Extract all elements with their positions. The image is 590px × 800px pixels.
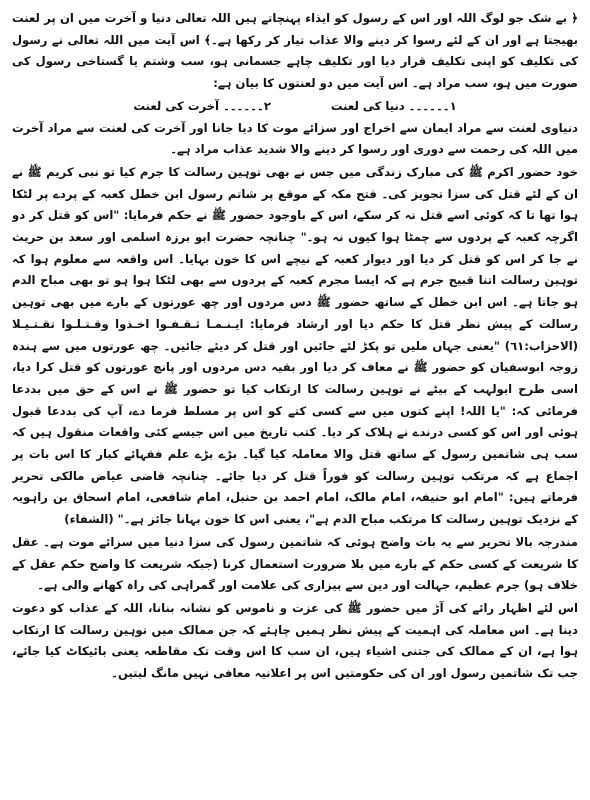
list-item-1-label: دنیا کی لعنت xyxy=(330,98,405,113)
paragraph-3: خود حضور اکرم ﷺ کی مبارک زندگی میں جس نے بھی توہین رسالت کا جرم کیا تو نبی کریم ﷺ نے ان کے لئے قتل کی سزا تجویز کی۔ فتح مکہ کے موقع پر شاتم رسول ابن خطل کعبہ کے پردے پر لٹکا ہوا تھا تا کہ کوئی اسے قتل نہ کر سکے، اس کے باوجود حضور ﷺ نے حکم فرمایا: "اس کو قتل کر دو اگرچہ کعبہ کے پردوں سے چمٹا ہوا کیوں نہ ہو۔" چنانچہ حضرت ابو برزہ اسلمی اور سعد بن حریث نے جا کر اس کو قتل کر دیا اور دیوار کعبہ کے نیچے اس کا خون بہایا۔ اس واقعہ سے معلوم ہوا کہ توہین رسالت اتنا قبیح جرم ہے کہ ایسا مجرم کعبہ کے پردوں سے بھی لٹکا ہوا ہو تو بھی مباح الدم ہو جاتا ہے۔ اس ابن خطل کے ساتھ حضور ﷺ دس مردوں اور چھ عورتوں کے بارے میں بھی توہین رسالت کے پیش نظر قتل کا حکم دیا اور ارشاد فرمایا: ایـنـمـا ثـقـفـوا اخـذوا وقـتـلـوا تقـتـيـلا (الاحزاب:٦١) "یعنی جہاں ملیں تو پکڑ لئے جائیں اور قتل کر دیئے جائیں۔ چھ عورتوں میں سے ہندہ زوجہ ابوسفیان کو حضور ﷺ نے معاف کر دیا اور بقیہ دس مردوں اور پانچ عورتوں کو قتل کرا دیا، اسی طرح ابولہب کے بیٹے نے توہین رسالت کا ارتکاب کیا تو حضور ﷺ نے اس کے حق میں بددعا فرمائی کہ: "یا اللہ! اپنے کتوں میں سے کسی کتے کو اس پر مسلط فرما دے، آپ کی بددعا قبول ہوئی اور اس کو کسی درندے نے ہلاک کر دیا۔ کتب تاریخ میں اس جیسے کئی واقعات منقول ہیں کہ سب ہی شاتمین رسول کے ساتھ قتل والا معاملہ کیا گیا۔ بڑے بڑے علم فقہائے کبار کا اس بات پر اجماع ہے کہ مرتکب توہین رسالت کو فوراً قتل کر دیا جائے۔ چنانچہ قاضی عیاض مالکی تحریر فرماتے ہیں: "امام ابو حنیفہ، امام مالک، امام احمد بن حنبل، امام شافعی، امام اسحاق بن راہویہ کے نزدیک توہین رسالت کا مرتکب مباح الدم ہے"، یعنی اس کا خون بہانا جائز ہے۔" (الشفاء) xyxy=(12,164,578,527)
list-item-2-label: آخرت کی لعنت xyxy=(133,98,220,113)
list-item-1 xyxy=(331,96,457,118)
list-of-curses xyxy=(12,96,578,118)
list-item-2-number: ٢۔۔۔۔۔۔ xyxy=(223,98,271,113)
list-item-1-number: ١۔۔۔۔۔۔ xyxy=(408,98,457,113)
paragraph-4: مندرجہ بالا تحریر سے یہ بات واضح ہوئی کہ شاتمین رسول کی سزا دنیا میں سزائے موت ہے۔ عقل کا شریعت کے کسی حکم کے بارے میں بلا ضرورت استعمال کرنا (جبکہ شریعت کا واضح حکم عقل کے خلاف ہو) جرم عظیم، جہالت اور دین سے بیزاری کی علامت اور گمراہی کی راہ کھانے والی ہے۔ xyxy=(12,534,578,593)
list-item-2 xyxy=(133,96,271,118)
paragraph-2: دنیاوی لعنت سے مراد ایمان سے اخراج اور سزائے موت کا دیا جانا اور آخرت کی لعنت سے مراد آخرت میں اللہ کی رحمت سے دوری اور رسوا کر دینے والا شدید عذاب مراد ہے۔ xyxy=(12,120,578,157)
document-page xyxy=(12,8,578,794)
paragraph-1: ﴿ بے شک جو لوگ اللہ اور اس کے رسول کو ایذاء پہنچاتے ہیں اللہ تعالی دنیا و آخرت میں ان پر لعنت بھیجتا ہے اور ان کے لئے رسوا کر دینے والا عذاب تیار کر رکھا ہے۔﴾ اس آیت میں اللہ تعالی نے رسول کی تکلیف کو اپنی تکلیف قرار دیا اور تکلیف چاہے جسمانی ہو، سب وشتم یا گستاخی رسول کی صورت میں ہو، سب مراد ہے۔ اس آیت میں دو لعنتوں کا بیان ہے: xyxy=(12,11,578,91)
paragraph-5: اس لئے اظہار رائے کی آڑ میں حضور ﷺ کی عزت و ناموس کو نشانہ بنانا، اللہ کے عذاب کو دعوت دینا ہے۔ اس معاملہ کی اہمیت کے پیش نظر ہمیں چاہئے کہ جن ممالک میں توہین رسالت کا ارتکاب ہوا ہے، ان کے ممالک کی جتنی اشیاء ہیں، ان سب کا اس وقت تک مقاطعہ یعنی بائیکاٹ کیا جائے، جب تک شاتمین رسول اور ان کی حکومتیں اس پر اعلانیہ معافی نہیں مانگ لیتیں۔ xyxy=(12,600,578,681)
